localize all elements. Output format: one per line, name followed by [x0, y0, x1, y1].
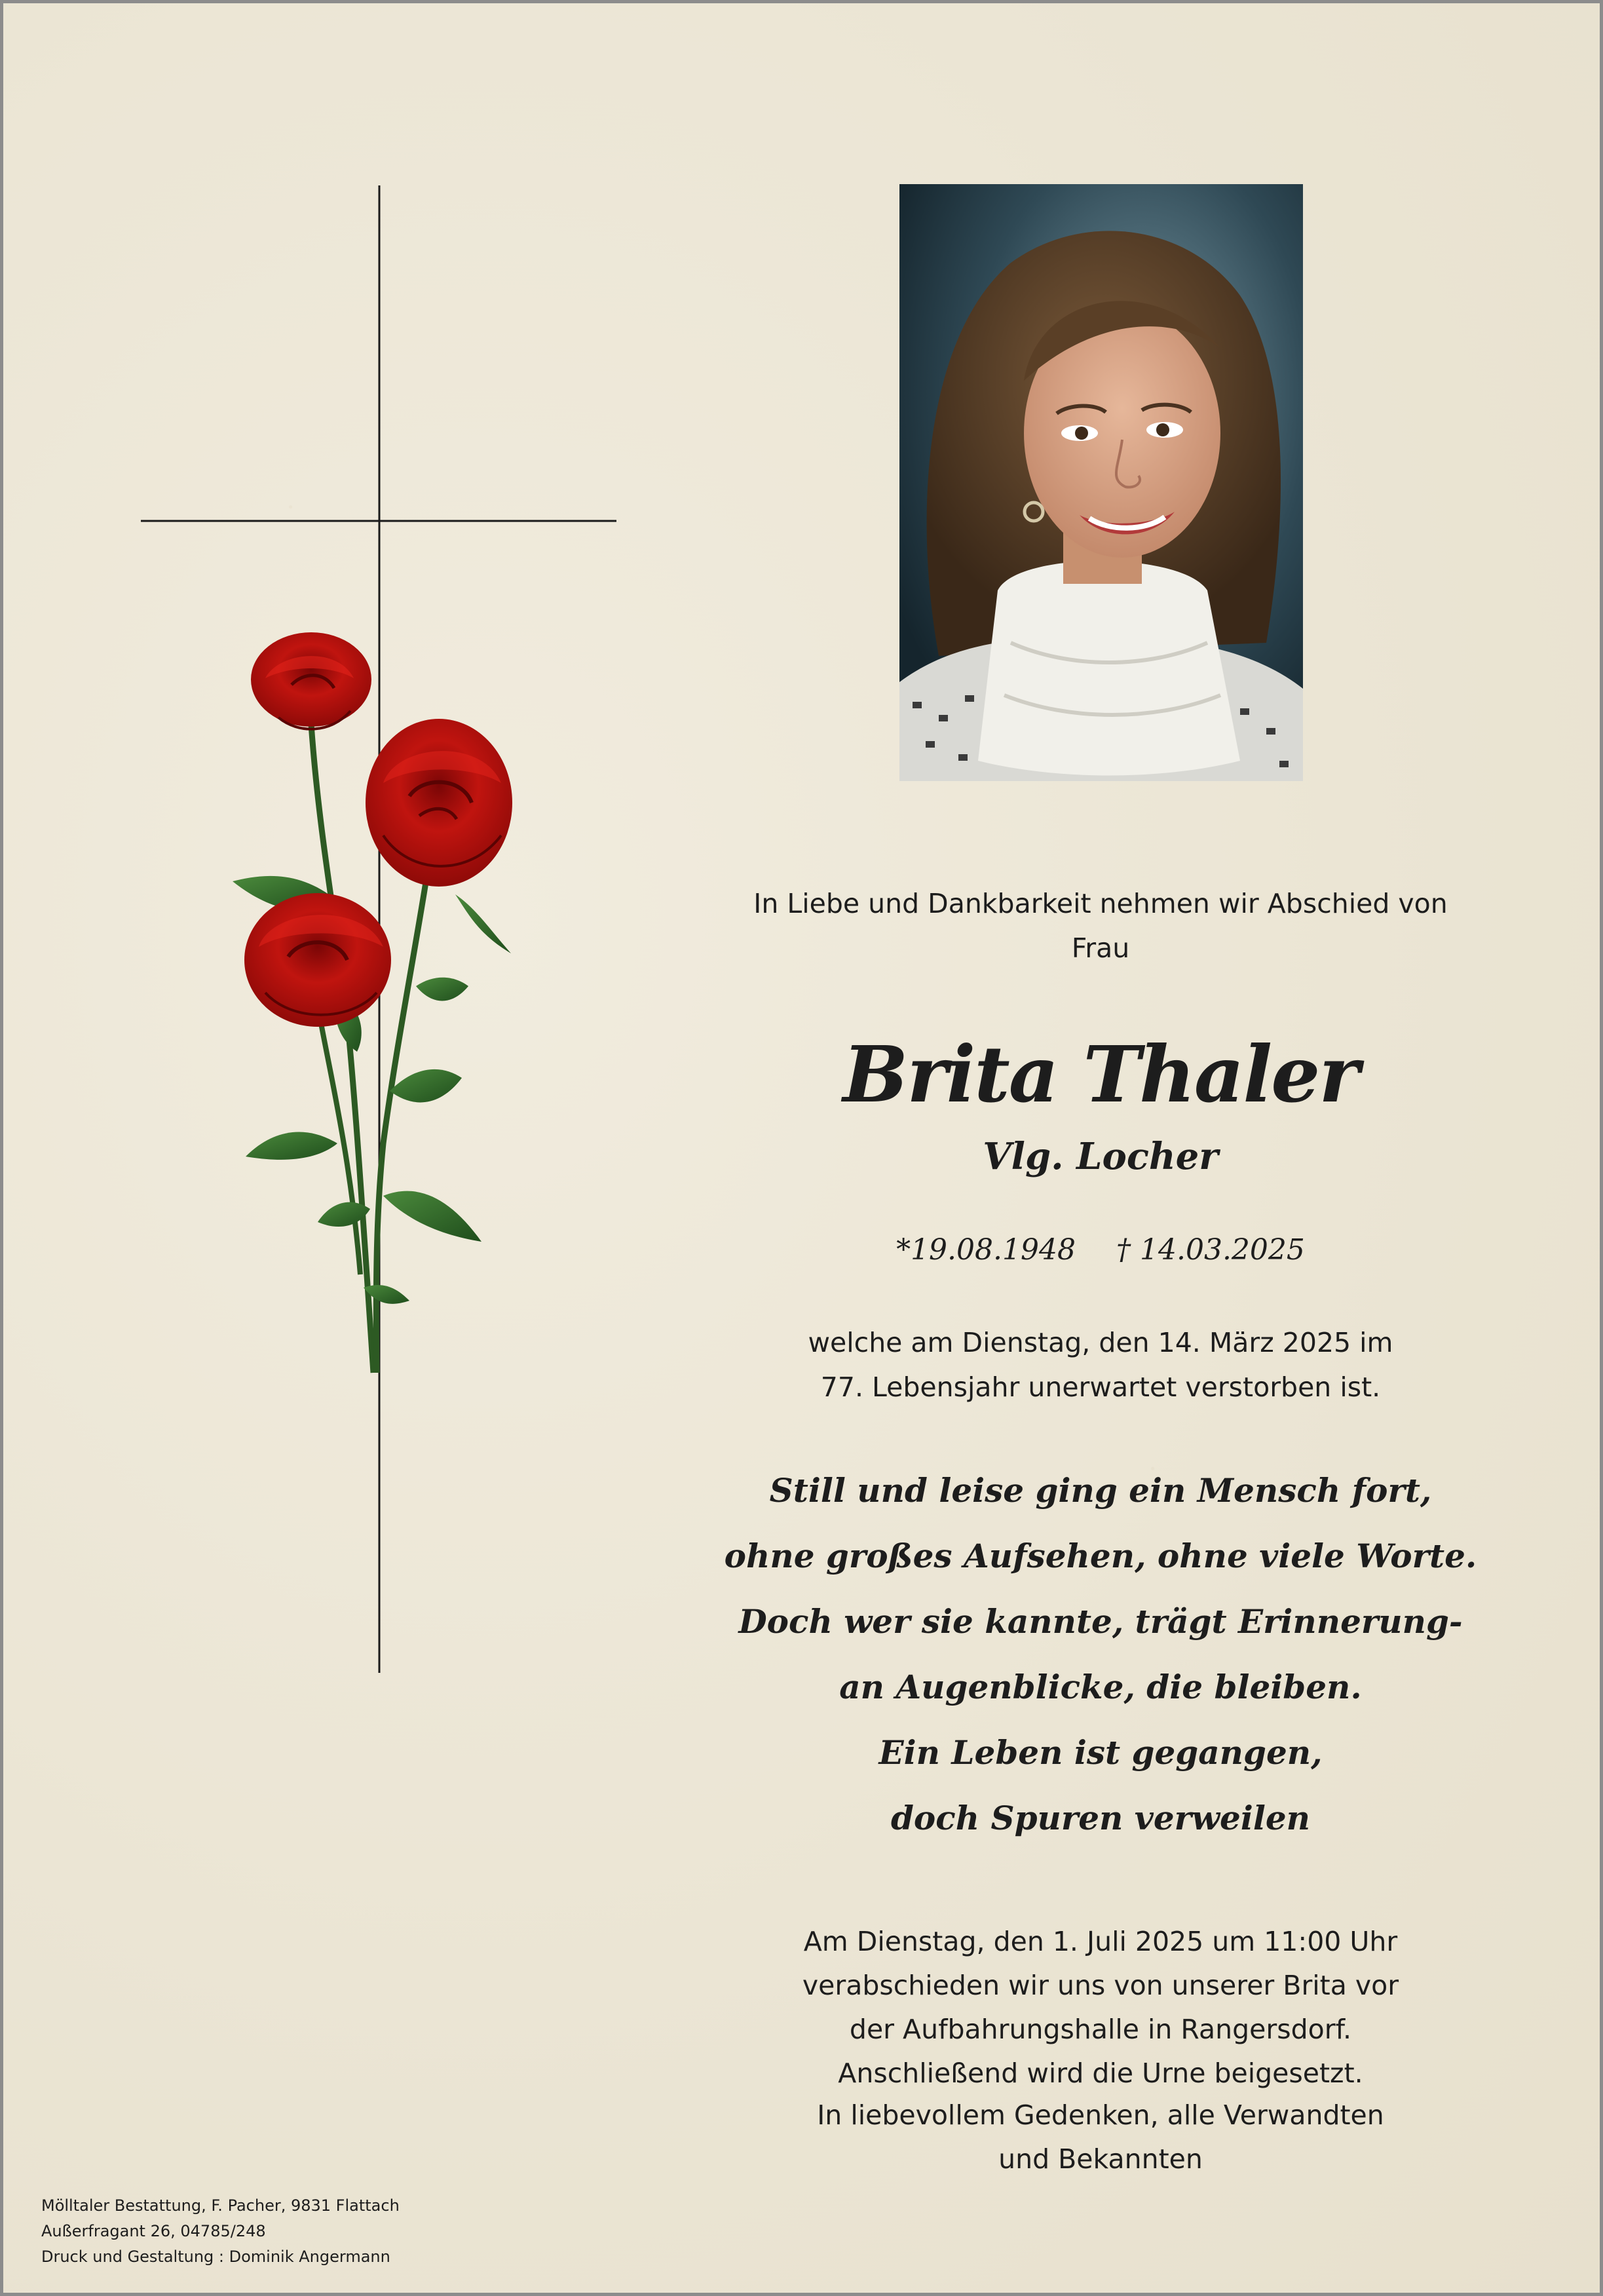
portrait-illustration — [899, 184, 1303, 781]
life-dates — [698, 1227, 1503, 1273]
deceased-name: Brita Thaler — [842, 1029, 1359, 1120]
death-notice-line: 77. Lebensjahr unerwartet verstorben ist. — [820, 1371, 1381, 1403]
footer-line: Druck und Gestaltung : Dominik Angermann — [41, 2248, 390, 2266]
intro-salutation: Frau — [1071, 932, 1130, 964]
closing-line: In liebevollem Gedenken, alle Verwandten — [817, 2099, 1384, 2131]
service-line: der Aufbahrungshalle in Rangersdorf. — [849, 2014, 1352, 2045]
memorial-poem — [698, 1458, 1503, 1851]
death-notice — [698, 1320, 1503, 1409]
intro-text — [698, 881, 1503, 970]
rose-top — [251, 632, 371, 729]
footer-line: Mölltaler Bestattung, F. Pacher, 9831 Flattach — [41, 2196, 400, 2215]
service-line: Anschließend wird die Urne beigesetzt. — [838, 2057, 1363, 2089]
vulgo-name: Vlg. Locher — [983, 1135, 1218, 1178]
death-notice-line: welche am Dienstag, den 14. März 2025 im — [808, 1327, 1393, 1358]
rose-bottom — [244, 893, 391, 1027]
poem-line: Still und leise ging ein Mensch fort, — [769, 1471, 1432, 1510]
service-info — [698, 1920, 1503, 2095]
service-line: Am Dienstag, den 1. Juli 2025 um 11:00 Uhr — [803, 1926, 1398, 1957]
funeral-home-footer — [41, 2193, 400, 2270]
poem-line: ohne großes Aufsehen, ohne viele Worte. — [724, 1537, 1477, 1575]
service-line: verabschieden wir uns von unserer Brita vor — [802, 1970, 1399, 2001]
closing-text — [698, 2094, 1503, 2181]
poem-line: Doch wer sie kannte, trägt Erinnerung- — [738, 1602, 1463, 1641]
death-date: † 14.03.2025 — [1116, 1233, 1305, 1267]
rose-middle — [366, 719, 512, 887]
poem-line: an Augenblicke, die bleiben. — [839, 1668, 1362, 1706]
portrait-photo — [899, 184, 1303, 781]
poem-line: Ein Leben ist gegangen, — [878, 1733, 1323, 1772]
closing-line: und Bekannten — [998, 2143, 1203, 2175]
birth-date: *19.08.1948 — [896, 1233, 1076, 1267]
rose-bouquet-icon — [219, 619, 527, 1379]
footer-line: Außerfragant 26, 04785/248 — [41, 2222, 266, 2240]
intro-line: In Liebe und Dankbarkeit nehmen wir Abschied von — [753, 888, 1448, 919]
poem-line: doch Spuren verweilen — [890, 1799, 1311, 1837]
